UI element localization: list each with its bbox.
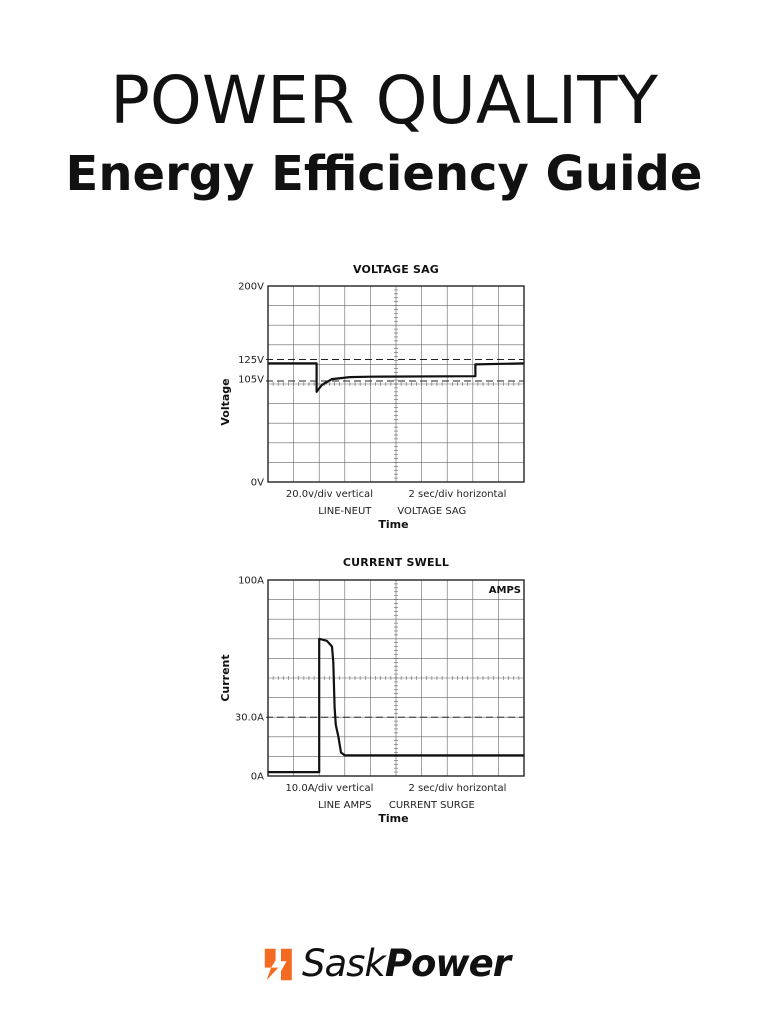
- y-axis-label: Current: [219, 654, 232, 702]
- chart-annotation: LINE AMPS: [318, 800, 372, 811]
- chart-annotation: CURRENT SURGE: [388, 800, 475, 811]
- y-tick-label: 0V: [250, 477, 264, 489]
- x-axis-label: Time: [378, 518, 409, 531]
- y-tick-label: 125V: [238, 355, 264, 366]
- y-tick-label: 30.0A: [234, 712, 264, 724]
- brand-part-sask: Sask: [302, 942, 385, 985]
- chart-annotation: 10.0A/div vertical: [285, 783, 374, 794]
- y-tick-label: 100A: [238, 575, 264, 587]
- brand-wordmark: [302, 944, 510, 984]
- current-swell-chart: [200, 570, 540, 830]
- saskpower-logo-icon: [263, 944, 299, 984]
- x-axis-label: Time: [378, 812, 409, 825]
- chart-annotation: 2 sec/div horizontal: [408, 783, 507, 794]
- chart-annotation: VOLTAGE SAG: [397, 506, 467, 517]
- chart-annotation: 20.0v/div vertical: [285, 489, 373, 500]
- brand-part-power: Power: [384, 942, 510, 985]
- y-axis-label: Voltage: [219, 378, 232, 426]
- y-tick-label: 0A: [250, 771, 264, 783]
- voltage-sag-chart: [200, 276, 540, 536]
- corner-label: AMPS: [488, 585, 521, 596]
- y-tick-label: 105V: [238, 374, 264, 386]
- chart-annotation: 2 sec/div horizontal: [408, 489, 507, 500]
- chart-annotation: LINE-NEUT: [318, 506, 372, 517]
- page-subtitle: Energy Efficiency Guide: [65, 146, 703, 202]
- current-swell-title: CURRENT SWELL: [342, 556, 450, 569]
- page-title: POWER QUALITY: [110, 62, 658, 139]
- y-tick-label: 200V: [238, 281, 264, 293]
- voltage-sag-title: VOLTAGE SAG: [352, 263, 440, 276]
